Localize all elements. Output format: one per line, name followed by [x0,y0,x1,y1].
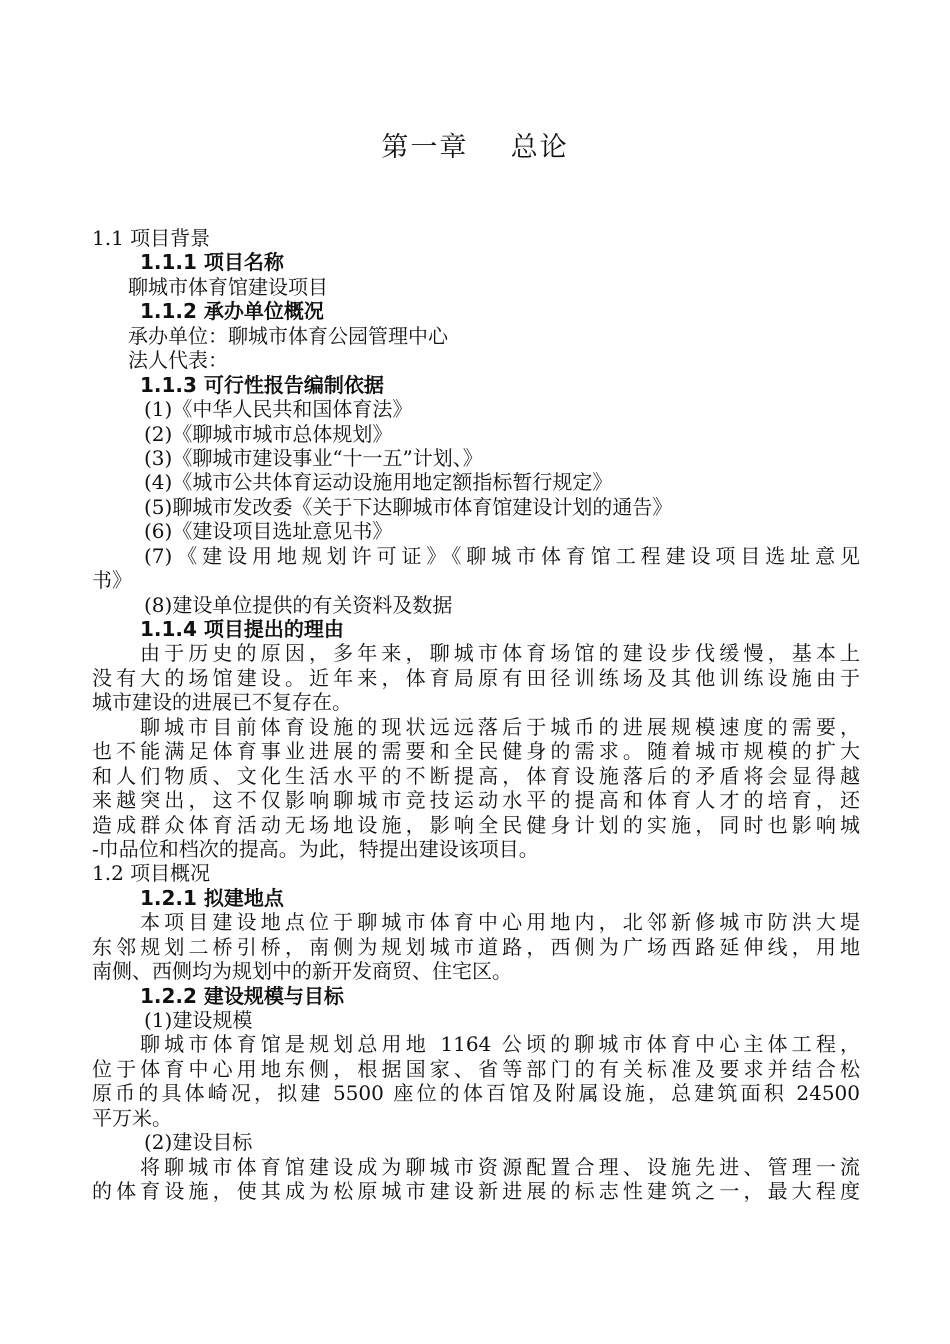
list-item: (3)《聊城市建设事业“十一五”计划、》 [144,445,483,470]
paragraph-line: 将聊城市体育馆建设成为聊城市资源配置合理、设施先进、管理一流 [140,1154,860,1179]
list-item: (5)聊城市发改委《关于下达聊城市体育馆建设计划的通告》 [144,494,673,519]
subsection-heading: 1.2.1 拟建地点 [140,885,284,910]
paragraph-line: 承办单位：聊城市体育公园管理中心 [128,323,448,348]
paragraph-line: 原币的具体崎况，拟建 5500 座位的体百馆及附属设施，总建筑面积 24500 [92,1081,860,1106]
list-item: (1)《中华人民共和国体育法》 [144,397,413,422]
list-item: (4)《城市公共体育运动设施用地定额指标暂行规定》 [144,470,613,495]
section-heading: 1.1 项目背景 [92,226,211,250]
paragraph-line: 来越突出，这不仅影响聊城市竞技运动水平的提高和体育人才的培育，还 [92,788,860,813]
paragraph-line: 没有大的场馆建设。近年来，体育局原有田径训练场及其他训练设施由于 [92,665,860,690]
section-heading: 1.2 项目概况 [92,861,211,886]
list-item: (2)《聊城市城市总体规划》 [144,421,393,446]
chapter-title: 第一章 总论 [381,132,569,163]
paragraph-line: 聊城市目前体育设施的现状远远落后于城币的进展规模速度的需要， [140,714,860,739]
subsection-heading: 1.1.1 项目名称 [140,250,284,275]
subsection-heading: 1.1.4 项目提出的理由 [140,617,344,641]
paragraph-line: 城市建设的进展已不复存在。 [92,690,352,715]
paragraph-line: 造成群众体育活动无场地设施，影响全民健身计划的实施，同时也影响城 [92,812,860,837]
paragraph-line: 的体育设施，使其成为松原城市建设新进展的标志性建筑之一，最大程度 [92,1179,860,1204]
list-item: (1)建设规模 [144,1008,253,1032]
paragraph-line: 南侧、西侧均为规划中的新开发商贸、住宅区。 [92,959,512,984]
list-item: (2)建设目标 [144,1130,253,1155]
paragraph-line: 聊城市体育馆建设项目 [128,274,328,299]
subsection-heading: 1.2.2 建设规模与目标 [140,983,344,1008]
paragraph-line: 和人们物质、文化生活水平的不断提高，体育设施落后的矛盾将会显得越 [92,763,860,788]
paragraph-line: 东邻规划二桥引桥，南侧为规划城市道路，西侧为广场西路延伸线，用地 [92,934,860,959]
paragraph-line: 法人代表： [128,348,228,373]
paragraph-line: 由于历史的原因，多年来，聊城市体育场馆的建设步伐缓慢，基本上 [140,641,860,666]
paragraph-line: 位于体育中心用地东侧，根据国家、省等部门的有关标准及要求并结合松 [92,1056,860,1081]
paragraph-line: 书》 [92,568,132,593]
list-item: (8)建设单位提供的有关资料及数据 [144,592,453,617]
subsection-heading: 1.1.2 承办单位概况 [140,299,324,324]
document-body [92,226,860,1204]
paragraph-line: 本项目建设地点位于聊城市体育中心用地内，北邻新修城市防洪大堤 [140,910,860,935]
paragraph-line: -巾品位和档次的提高。为此，特提出建设该项目。 [92,836,539,861]
list-item: (6)《建设项目选址意见书》 [144,519,393,544]
list-item: (7)《建设用地规划许可证》《聊城市体育馆工程建设项目选址意见 [144,543,860,568]
paragraph-line: 平万米。 [92,1105,172,1130]
paragraph-line: 聊城市体育馆是规划总用地 1164 公顷的聊城市体育中心主体工程， [140,1032,860,1057]
subsection-heading: 1.1.3 可行性报告编制依据 [140,372,384,397]
paragraph-line: 也不能满足体育事业进展的需要和全民健身的需求。随着城市规模的扩大 [92,739,860,764]
